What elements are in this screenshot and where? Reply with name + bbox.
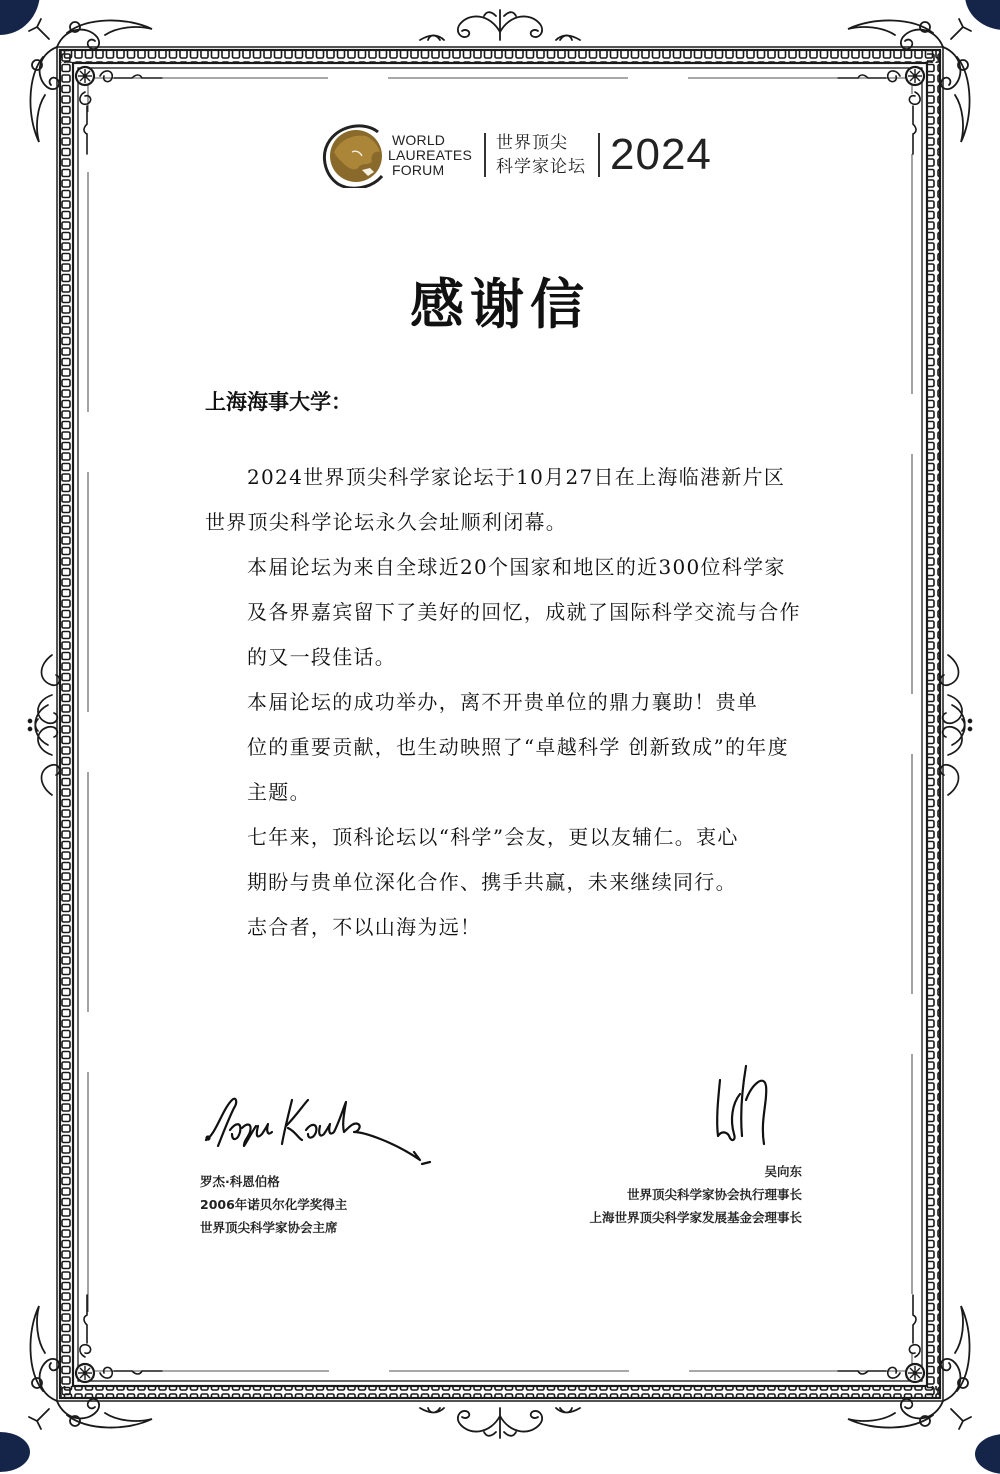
signer-name-left: 罗杰·科恩伯格 [200,1174,280,1189]
text-line: 本届论坛的成功举办，离不开贵单位的鼎力襄助！贵单 [247,690,759,714]
logo-year: 2024 [610,130,712,179]
logo-cn-line-1: 世界顶尖 [496,133,569,153]
handwritten-signature-left [200,1090,450,1170]
text-line: 2024世界顶尖科学家论坛于10月27日在上海临港新片区 [247,465,786,489]
text-line: 主题。 [247,780,311,804]
logo-divider-2 [598,133,600,177]
letter-title: 感谢信 [410,273,590,336]
globe-logo-icon [322,122,388,188]
signature-block-left [200,1090,450,1239]
logo-cn-line-2: 科学家论坛 [496,157,587,177]
signer-title-left-2: 世界顶尖科学家协会主席 [200,1220,338,1235]
text-line: 的又一段佳话。 [247,645,397,669]
paragraph-5 [205,905,817,950]
signer-title-left-1: 2006年诺贝尔化学奖得主 [200,1197,348,1212]
logo-divider [484,133,486,177]
logo-en-line-2: LAUREATES [388,146,473,163]
text-line: 七年来，顶科论坛以“科学”会友，更以友辅仁。衷心 [247,825,739,849]
forum-logo [322,118,712,192]
signature-block-right [589,1060,802,1229]
signer-name-right: 吴向东 [764,1164,802,1179]
text-line: 本届论坛为来自全球近20个国家和地区的近300位科学家 [247,555,786,579]
text-line: 期盼与贵单位深化合作、携手共赢，未来继续同行。 [247,870,737,894]
logo-en-line-3: FORUM [392,161,445,178]
text-line: 志合者，不以山海为远！ [247,915,482,939]
letter-body [205,455,817,950]
text-line: 世界顶尖科学论坛永久会址顺利闭幕。 [205,510,568,534]
logo-chinese-text [496,131,586,179]
signer-title-right-2: 上海世界顶尖科学家发展基金会理事长 [589,1210,802,1225]
handwritten-signature-right [706,1060,796,1150]
paragraph-3 [205,680,817,815]
signer-title-right-1: 世界顶尖科学家协会执行理事长 [626,1187,802,1202]
paragraph-1 [205,455,817,545]
logo-en-line-1: WORLD [392,131,446,148]
paragraph-2 [205,545,817,680]
text-line: 及各界嘉宾留下了美好的回忆，成就了国际科学交流与合作 [247,600,801,624]
salutation: 上海海事大学： [205,390,352,414]
paragraph-4 [205,815,817,905]
logo-english-text [388,131,473,178]
text-line: 位的重要贡献，也生动映照了“卓越科学 创新致成”的年度 [247,735,789,759]
